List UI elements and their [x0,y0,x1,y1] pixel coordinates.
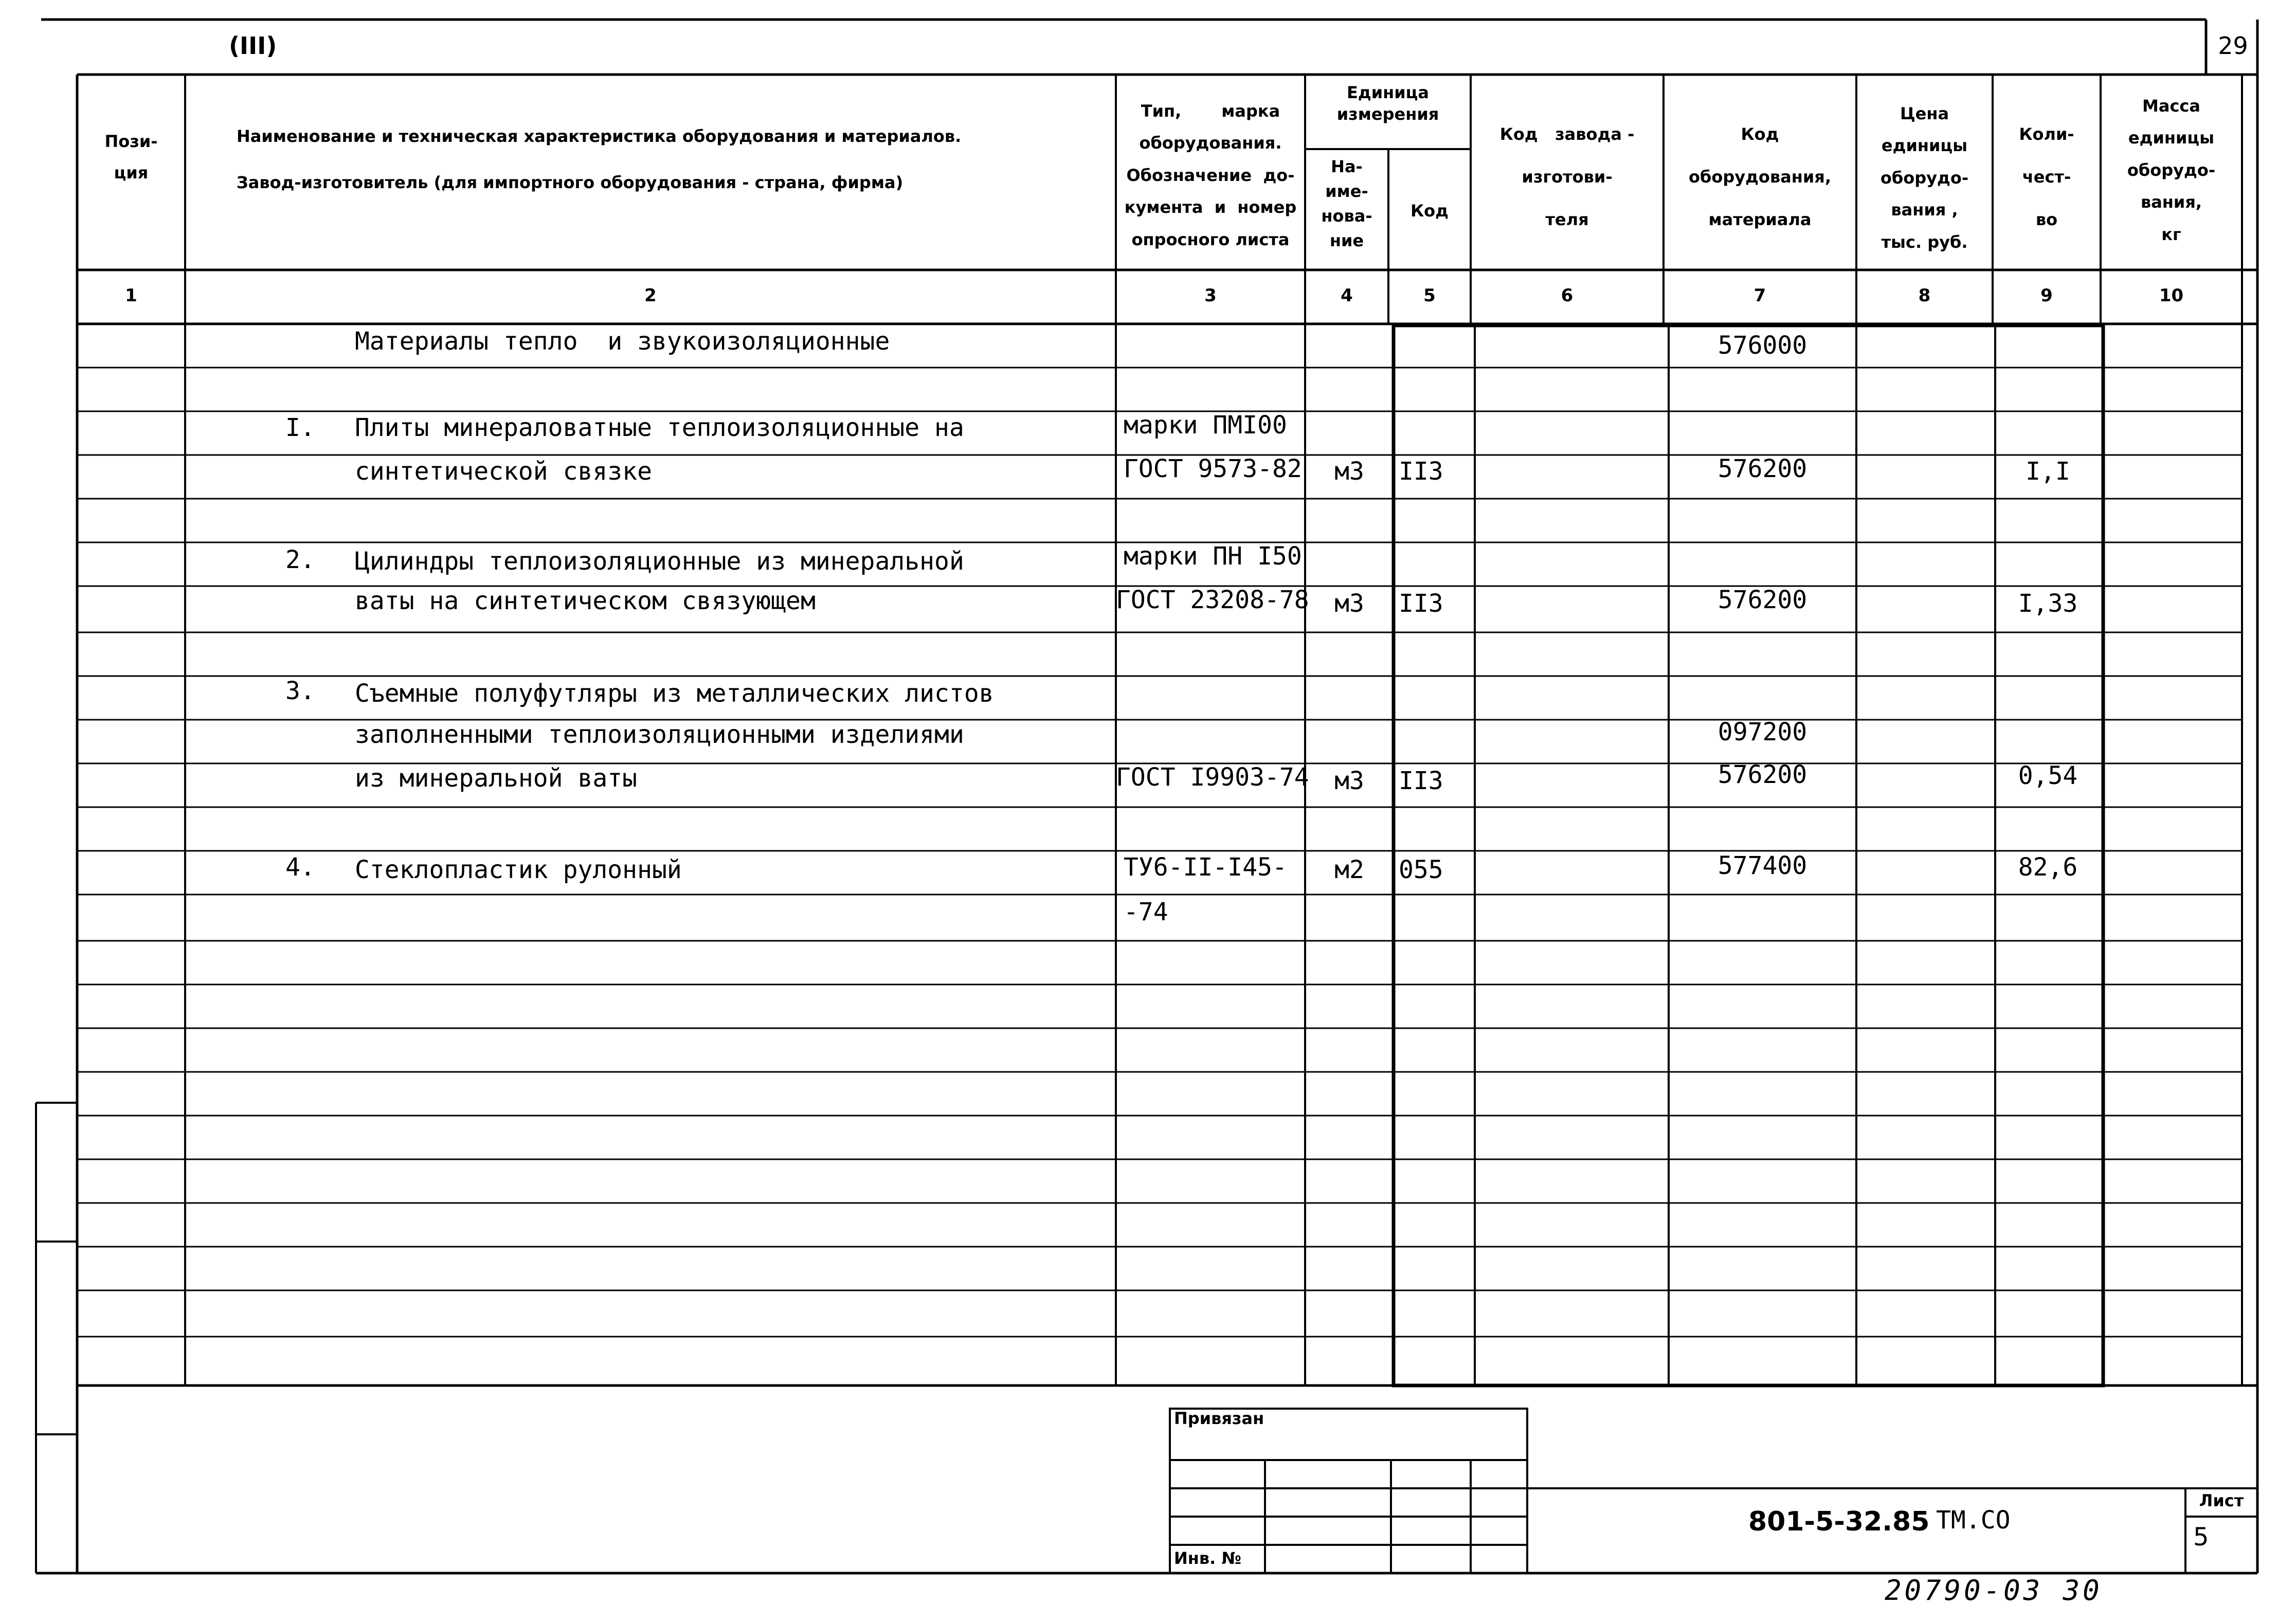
row-quantity: 82,6 [2018,853,2078,882]
header-name-line1: Наименование и техническая характеристика оборудования и материалов. [237,126,962,146]
row-type: ГОСТ I9903-74 [1116,763,1309,792]
col-number: 3 [1204,285,1217,306]
sheet-label: Лист [2199,1491,2244,1510]
row-position: 4. [285,853,315,882]
header-factory-code: Код завода - изготови- теля [1499,124,1635,230]
col-number: 2 [644,285,657,306]
footer-number: 20790-03 30 [1885,1574,2103,1607]
row-equipment-code: 097200 [1718,718,1807,746]
row-unit: м3 [1334,767,1364,795]
col-number: 4 [1341,285,1353,306]
row-position: 3. [285,677,315,705]
header-unit-code: Код [1411,201,1449,221]
header-price: Цена единицы оборудо- вания , тыс. руб. [1880,104,1969,252]
col-number: 6 [1561,285,1574,306]
row-equipment-code: 576200 [1718,760,1807,789]
section-numeral: (III) [229,32,277,60]
row-name: Материалы тепло и звукоизоляционные [355,327,890,356]
header-unit-group: Единица измерения [1336,83,1439,124]
page-number: 29 [2218,32,2248,60]
row-quantity: I,33 [2018,589,2078,618]
row-equipment-code: 576200 [1718,586,1807,614]
row-type: марки ПМI00 [1124,411,1287,440]
row-type: марки ПН I50 [1124,542,1302,571]
row-name: Плиты минераловатные теплоизоляционные на [355,413,964,442]
document-code: 801-5-32.85 [1748,1506,1930,1537]
header-position: Пози- ция [104,132,158,183]
row-equipment-code: 576200 [1718,454,1807,483]
row-equipment-code: 576000 [1718,331,1807,360]
header-quantity: Коли- чест- во [2019,124,2074,230]
row-name: заполненными теплоизоляционными изделиями [355,720,964,749]
col-number: 7 [1753,285,1766,306]
row-name: синтетической связке [355,457,652,486]
row-type: ТУ6-II-I45- [1124,853,1287,882]
row-type: -74 [1124,898,1168,926]
col-number: 9 [2040,285,2053,306]
col-number: 8 [1918,285,1931,306]
header-unit-name: На- име- нова- ние [1321,157,1372,250]
row-type: ГОСТ 23208-78 [1116,586,1309,614]
row-unit: м2 [1334,855,1364,884]
row-unit-code: II3 [1399,767,1443,795]
row-position: 2. [285,545,315,574]
row-position: I. [285,413,315,442]
row-unit-code: 055 [1399,855,1443,884]
row-quantity: 0,54 [2018,761,2078,790]
row-name: из минеральной ваты [355,764,638,793]
stamp-inventory-label: Инв. № [1174,1548,1241,1568]
col-number: 10 [2159,285,2184,306]
row-quantity: I,I [2026,457,2070,486]
header-name-line2: Завод-изготовитель (для импортного оборудования - страна, фирма) [237,173,903,192]
row-unit: м3 [1334,589,1364,618]
row-equipment-code: 577400 [1718,851,1807,880]
row-unit: м3 [1334,457,1364,486]
row-name: Съемные полуфутляры из металлических листов [355,679,994,708]
document-suffix: ТМ.СО [1936,1506,2011,1535]
row-name: Стеклопластик рулонный [355,855,682,884]
row-unit-code: II3 [1399,457,1443,486]
sheet-number: 5 [2193,1523,2209,1552]
col-number: 5 [1423,285,1436,306]
row-unit-code: II3 [1399,589,1443,618]
row-name: Цилиндры теплоизоляционные из минеральной [355,547,964,576]
col-number: 1 [125,285,137,306]
stamp-bound-label: Привязан [1174,1409,1264,1428]
header-type: Тип, марка оборудования. Обозначение до- кумента и номер опросного листа [1124,101,1297,249]
row-name: ваты на синтетическом связующем [355,587,816,615]
header-mass: Масса единицы оборудо- вания, кг [2127,96,2216,244]
row-type: ГОСТ 9573-82 [1124,454,1302,483]
header-equipment-code: Код оборудования, материала [1689,124,1831,230]
